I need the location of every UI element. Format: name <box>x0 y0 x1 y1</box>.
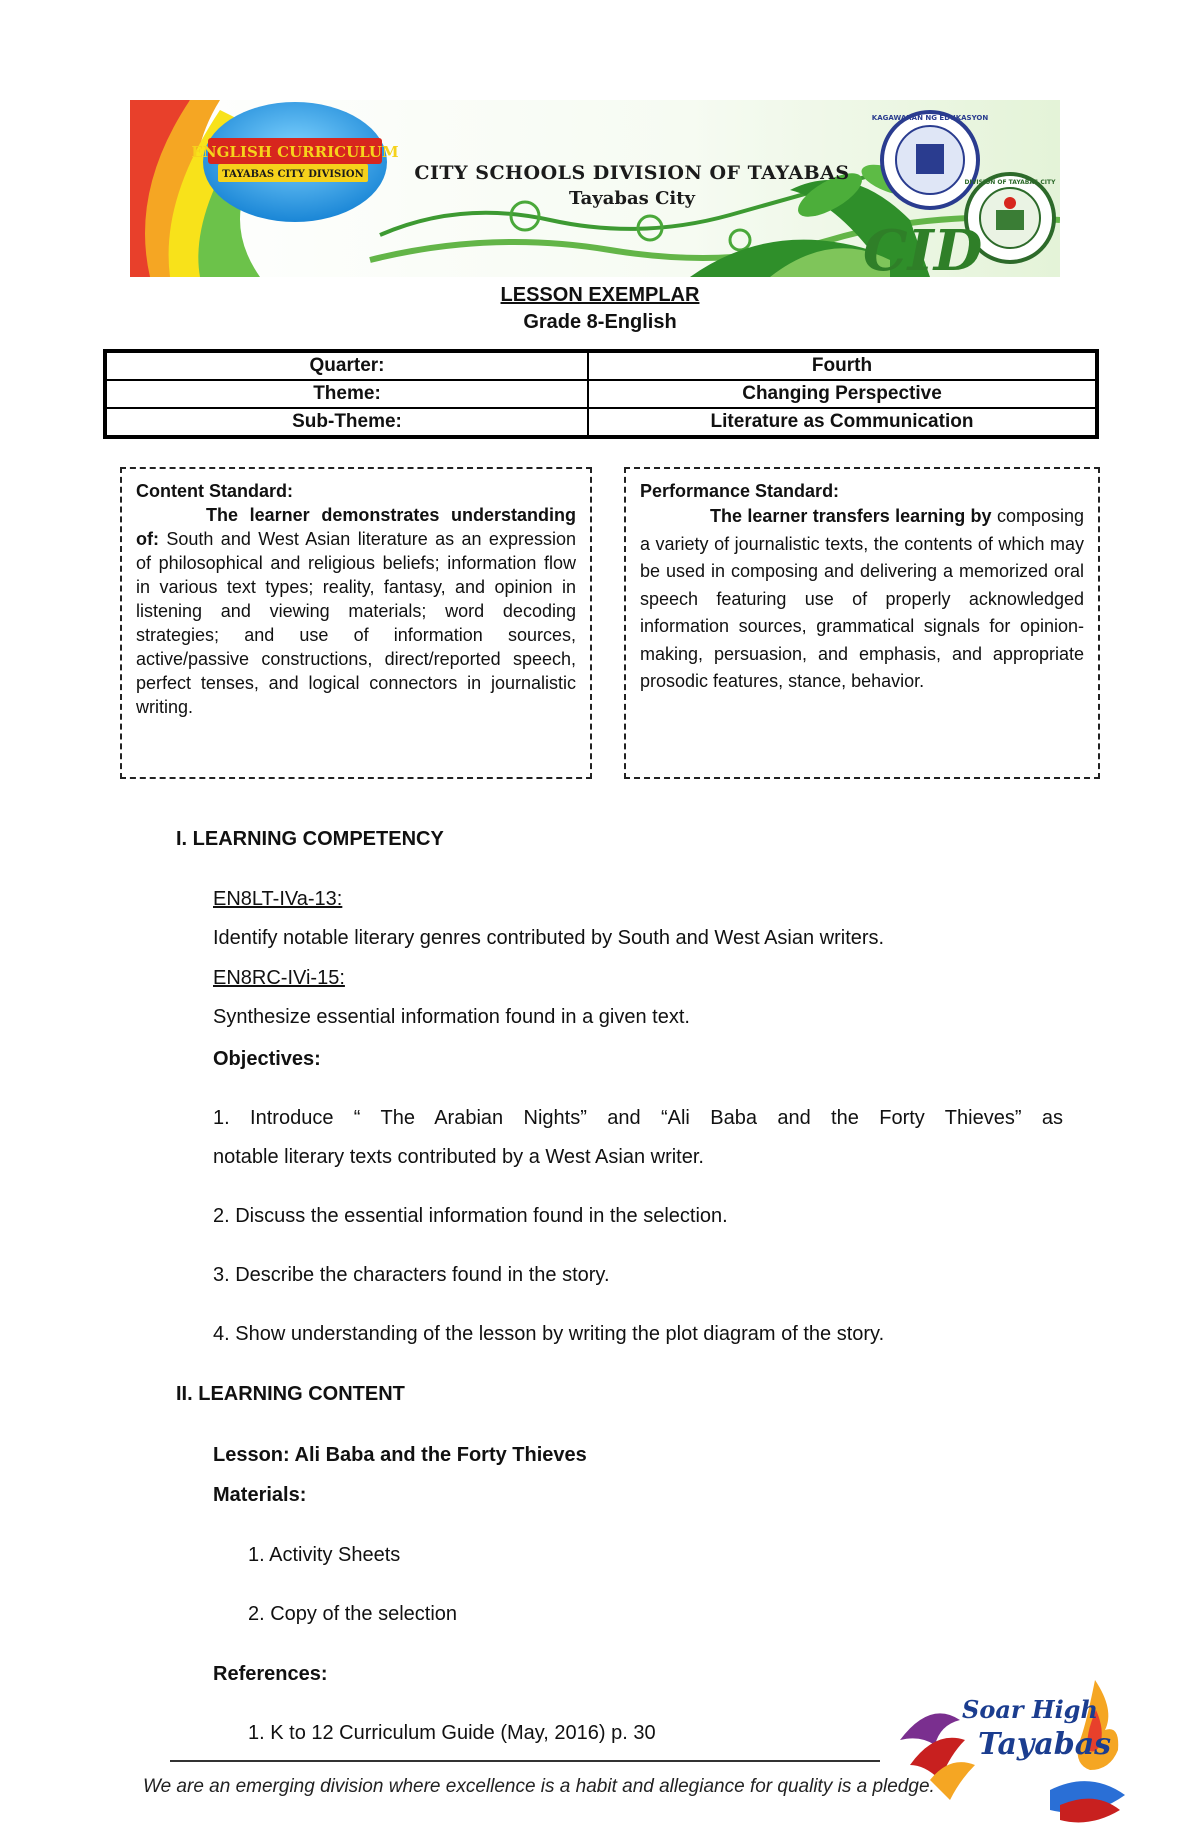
content-standard-lead: The learner demonstrates understanding of: <box>136 505 576 549</box>
table-row <box>105 351 1097 380</box>
objective-item: notable literary texts contributed by a West Asian writer. <box>213 1146 704 1168</box>
division-seal-text: DIVISION OF TAYABAS CITY <box>964 179 1056 186</box>
competency-code: EN8LT-IVa-13: <box>213 888 343 910</box>
objectives-heading: Objectives: <box>213 1048 321 1070</box>
content-standard-body: South and West Asian literature as an expression of philosophical and religious beliefs; information flow in various text types; reality, fantasy, and opinion in listening and viewing materials; word decoding strategies; and use of information sources, active/passive constructions, direct/reported speech, perfect tenses, and logical connectors in journalistic writing. <box>136 529 576 717</box>
reference-item: 1. K to 12 Curriculum Guide (May, 2016) p. 30 <box>248 1722 656 1744</box>
objective-item: 3. Describe the characters found in the story. <box>213 1264 610 1286</box>
content-standard-heading: Content Standard: <box>136 481 293 501</box>
lesson-name: Lesson: Ali Baba and the Forty Thieves <box>213 1444 587 1466</box>
competency-text: Identify notable literary genres contributed by South and West Asian writers. <box>213 927 885 949</box>
sub-theme-label: Sub-Theme: <box>105 408 588 437</box>
footer-divider <box>170 1760 880 1762</box>
quarter-label: Quarter: <box>105 351 588 380</box>
logo-line2: Tayabas <box>978 1727 1112 1762</box>
theme-value: Changing Perspective <box>588 380 1097 408</box>
content-standard-text <box>136 503 576 719</box>
grade-title: Grade 8-English <box>523 311 677 333</box>
performance-standard-body: composing a variety of journalistic texts, the contents of which may be used in composing and delivering a memorized oral speech featuring use of properly acknowledged information sources, grammatical signals for opinion-making, persuasion, and emphasis, and appropriate prosodic features, stance, behavior. <box>640 506 1084 691</box>
logo-line1: Soar High <box>962 1695 1098 1724</box>
performance-standard-lead: The learner transfers learning by <box>710 506 992 526</box>
curriculum-logo-line1: ENGLISH CURRICULUM <box>191 143 399 161</box>
objective-item: 2. Discuss the essential information found in the selection. <box>213 1205 728 1227</box>
performance-standard-heading: Performance Standard: <box>640 481 840 501</box>
curriculum-logo-line2: TAYABAS CITY DIVISION <box>222 169 364 180</box>
objective-item: 1. Introduce “ The Arabian Nights” and “Ali Baba and the Forty Thieves” as <box>213 1107 1063 1129</box>
material-item: 1. Activity Sheets <box>248 1544 401 1566</box>
learning-content-heading: II. LEARNING CONTENT <box>176 1383 405 1405</box>
soar-high-tayabas-logo <box>890 1670 1140 1830</box>
performance-standard-box <box>624 467 1100 779</box>
lesson-exemplar-title: LESSON EXEMPLAR <box>500 284 700 306</box>
competency-text: Synthesize essential information found in a given text. <box>213 1006 690 1028</box>
division-city: Tayabas City <box>568 188 696 209</box>
material-item: 2. Copy of the selection <box>248 1603 458 1625</box>
quarter-value: Fourth <box>588 351 1097 380</box>
header-banner <box>130 100 1060 277</box>
theme-label: Theme: <box>105 380 588 408</box>
table-row <box>105 380 1097 408</box>
division-name: CITY SCHOOLS DIVISION OF TAYABAS <box>414 162 850 184</box>
table-row <box>105 408 1097 437</box>
objective-item: 4. Show understanding of the lesson by writing the plot diagram of the story. <box>213 1323 885 1345</box>
performance-standard-text <box>640 503 1084 696</box>
deped-seal-text: KAGAWARAN NG EDUKASYON <box>871 114 989 122</box>
learning-competency-heading: I. LEARNING COMPETENCY <box>176 828 444 850</box>
cid-mark: CID <box>863 218 983 277</box>
lesson-info-table <box>103 349 1099 439</box>
competency-code: EN8RC-IVi-15: <box>213 967 345 989</box>
content-standard-box <box>120 467 592 779</box>
materials-heading: Materials: <box>213 1484 307 1506</box>
division-motto: We are an emerging division where excellence is a habit and allegiance for quality is a pledge. <box>143 1776 935 1797</box>
sub-theme-value: Literature as Communication <box>588 408 1097 437</box>
references-heading: References: <box>213 1663 328 1685</box>
